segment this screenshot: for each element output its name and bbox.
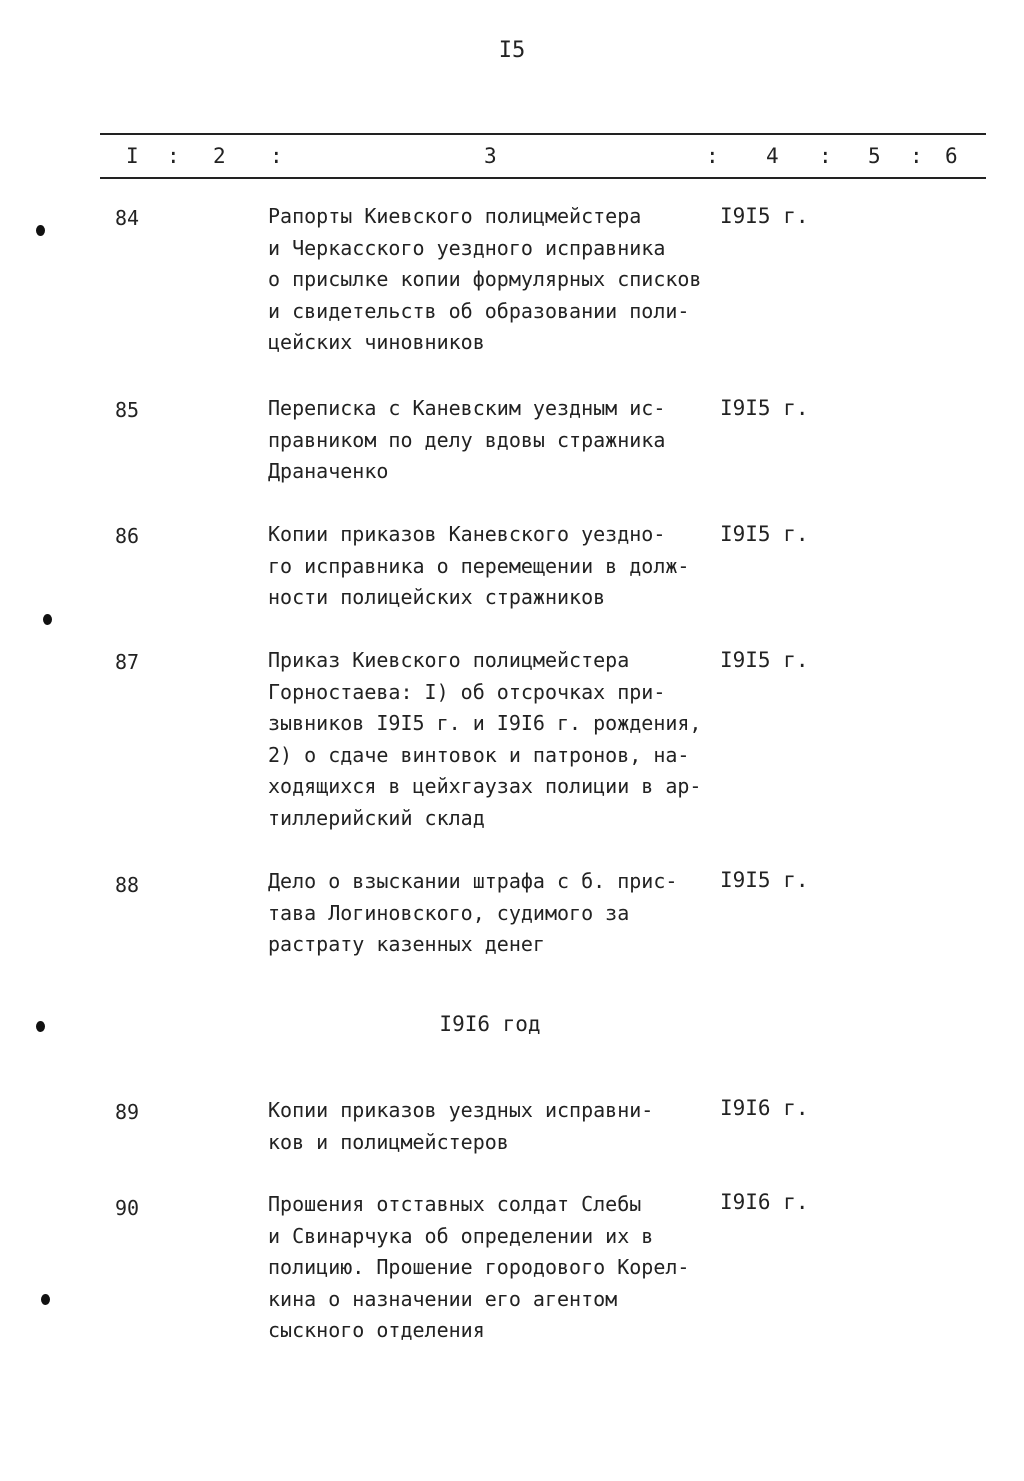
entry-number: 86 (115, 524, 140, 548)
entry-title: Переписка с Каневским уездным ис- правником по делу вдовы стражника Драначенко (268, 396, 666, 483)
entry-title: Прошения отставных солдат Слебы и Свинарчука об определении их в полицию. Прошение городового Корел- кина о назначении его агентом сыскного отделения (268, 1192, 690, 1342)
column-header-6: 6 (945, 144, 958, 168)
entry-number: 85 (115, 398, 140, 422)
entry-number: 89 (115, 1100, 140, 1124)
punch-hole-mark (36, 225, 45, 236)
column-separator: : (910, 144, 923, 168)
year-heading: I9I6 год (439, 1012, 541, 1036)
column-header-4: 4 (766, 144, 779, 168)
entry-date: I9I5 г. (720, 522, 809, 546)
column-header-1: I (126, 144, 139, 168)
entry-date: I9I5 г. (720, 396, 809, 420)
entry-date: I9I5 г. (720, 648, 809, 672)
table-rule-top (100, 133, 986, 135)
column-separator: : (706, 144, 719, 168)
entry-title: Копии приказов Каневского уездно- го исправника о перемещении в долж- ности полицейских стражников (268, 522, 690, 609)
column-header-2: 2 (213, 144, 226, 168)
table-rule-bottom (100, 177, 986, 179)
column-header-5: 5 (868, 144, 881, 168)
page-number: I5 (498, 38, 526, 63)
entry-date: I9I6 г. (720, 1190, 809, 1214)
punch-hole-mark (41, 1294, 50, 1305)
punch-hole-mark (36, 1021, 45, 1032)
column-separator: : (270, 144, 283, 168)
entry-title: Приказ Киевского полицмейстера Горностаева: I) об отсрочках при- зывников I9I5 г. и I9I6 г. рождения, 2) о сдаче винтовок и патронов, на- ходящихся в цейхгаузах полиции в ар- тиллерийский склад (268, 648, 702, 830)
entry-number: 84 (115, 206, 140, 230)
punch-hole-mark (43, 614, 52, 625)
entry-number: 87 (115, 650, 140, 674)
entry-date: I9I5 г. (720, 868, 809, 892)
entry-number: 90 (115, 1196, 140, 1220)
column-header-3: 3 (484, 144, 497, 168)
entry-title: Копии приказов уездных исправни- ков и полицмейстеров (268, 1098, 654, 1154)
entry-date: I9I6 г. (720, 1096, 809, 1120)
entry-date: I9I5 г. (720, 204, 809, 228)
column-separator: : (167, 144, 180, 168)
column-separator: : (819, 144, 832, 168)
entry-number: 88 (115, 873, 140, 897)
entry-title: Дело о взыскании штрафа с б. прис- тава Логиновского, судимого за растрату казенных денег (268, 869, 678, 956)
entry-title: Рапорты Киевского полицмейстера и Черкасского уездного исправника о присылке копии формулярных списков и свидетельств об образовании поли- цейских чиновников (268, 204, 702, 354)
